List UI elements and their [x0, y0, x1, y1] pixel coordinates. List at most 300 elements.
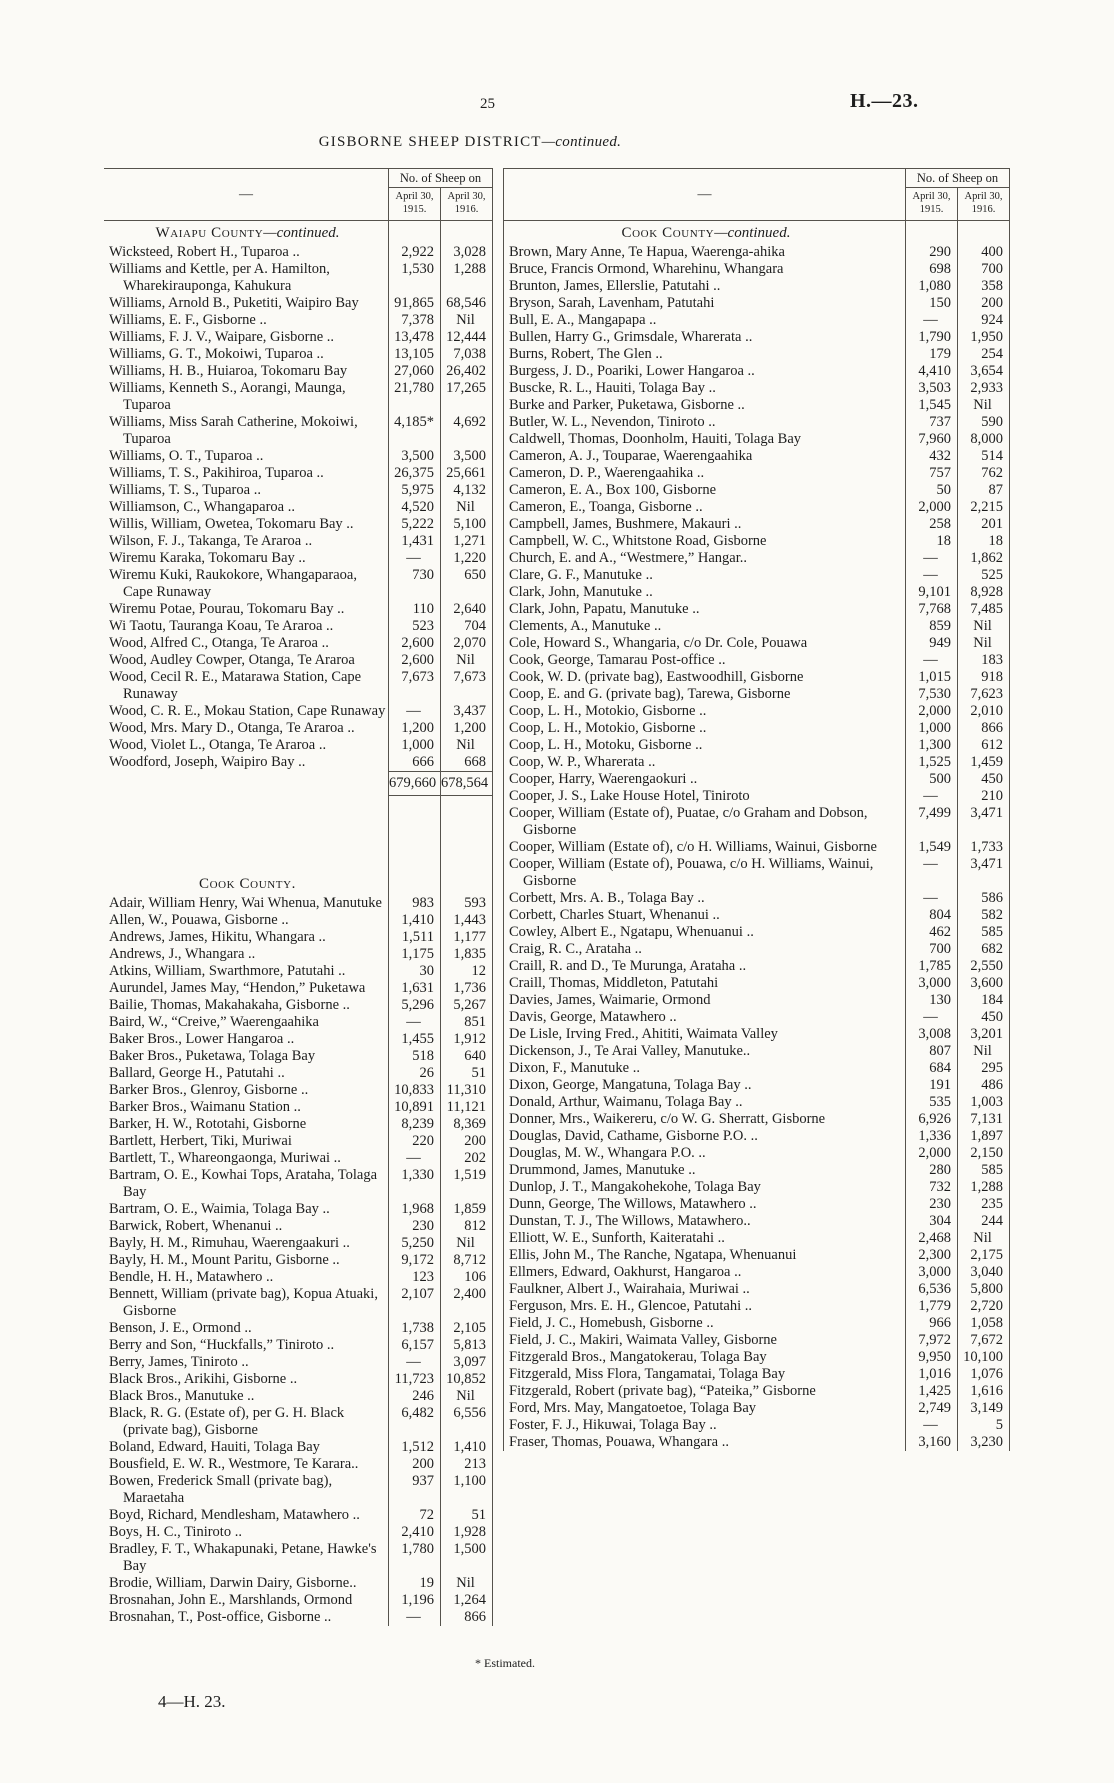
sheep-count-1916: 7,623: [958, 686, 1010, 703]
owner-name: Buscke, R. L., Hauiti, Tolaga Bay ..: [509, 380, 716, 397]
section-heading-row: [104, 221, 493, 245]
sheep-count-1916: 8,712: [441, 1252, 493, 1269]
owner-column-header: —: [504, 169, 906, 221]
sheep-count-1916: 1,177: [441, 929, 493, 946]
sheep-count-1916: 12: [441, 963, 493, 980]
sheep-count-1916: 18: [958, 533, 1010, 550]
owner-name: Black Bros., Manutuke ..: [109, 1388, 255, 1405]
sheep-count-1915: 220: [389, 1133, 441, 1150]
sheep-count-1916: 8,928: [958, 584, 1010, 601]
sheep-count-1915: 1,780: [389, 1541, 441, 1575]
owner-name: Cowley, Albert E., Ngatapu, Whenuanui ..: [509, 924, 754, 941]
sheep-count-1916: 3,471: [958, 805, 1010, 839]
sheep-count-1916: 866: [958, 720, 1010, 737]
sheep-count-1916: Nil: [441, 1388, 493, 1405]
table-row: [504, 414, 1010, 431]
owner-name: Faulkner, Albert J., Wairahaia, Muriwai ..: [509, 1281, 750, 1298]
sheep-count-1915: 5,250: [389, 1235, 441, 1252]
table-row: [104, 1592, 493, 1609]
sheep-count-1915: 1,000: [906, 720, 958, 737]
sheep-count-1916: 586: [958, 890, 1010, 907]
owner-name: De Lisle, Irving Fred., Ahititi, Waimata Valley: [509, 1026, 778, 1043]
table-row: [504, 1162, 1010, 1179]
table-row: [504, 261, 1010, 278]
table-row: [104, 1082, 493, 1099]
table-row: [504, 1179, 1010, 1196]
sheep-count-1916: 1,859: [441, 1201, 493, 1218]
printers-signature: 4—H. 23.: [158, 1692, 226, 1711]
owner-name: Bartlett, T., Whareongaonga, Muriwai ..: [109, 1150, 341, 1167]
sheep-count-1915: 6,926: [906, 1111, 958, 1128]
sheep-count-1916: 1,264: [441, 1592, 493, 1609]
sheep-count-1915: 7,960: [906, 431, 958, 448]
owner-name: Williams, Kenneth S., Aorangi, Maunga, Tuparoa: [109, 380, 346, 414]
owner-name: Donald, Arthur, Waimanu, Tolaga Bay ..: [509, 1094, 743, 1111]
owner-name: Cooper, William (Estate of), c/o H. Williams, Wainui, Gisborne: [509, 839, 877, 856]
table-row: [104, 1524, 493, 1541]
table-row: [104, 980, 493, 997]
sheep-count-1916: 12,444: [441, 329, 493, 346]
owner-name: Field, J. C., Makiri, Waimata Valley, Gisborne: [509, 1332, 777, 1349]
sheep-count-1916: 682: [958, 941, 1010, 958]
owner-name: Ellmers, Edward, Oakhurst, Hangaroa ..: [509, 1264, 742, 1281]
table-row: [104, 550, 493, 567]
table-row: [504, 1230, 1010, 1247]
sheep-count-1916: 1,733: [958, 839, 1010, 856]
sheep-count-1915: 1,015: [906, 669, 958, 686]
sheep-count-1916: 3,149: [958, 1400, 1010, 1417]
table-row: [504, 1434, 1010, 1451]
sheep-count-1916: 1,288: [441, 261, 493, 295]
sheep-count-1916: 450: [958, 771, 1010, 788]
sheep-count-1915: 949: [906, 635, 958, 652]
sheep-count-1916: 184: [958, 992, 1010, 1009]
sheep-count-1915: 72: [389, 1507, 441, 1524]
sheep-count-1916: 612: [958, 737, 1010, 754]
sheep-count-1915: 179: [906, 346, 958, 363]
sheep-count-1916: 640: [441, 1048, 493, 1065]
sheep-count-1916: 8,000: [958, 431, 1010, 448]
sheep-count-1916: 1,271: [441, 533, 493, 550]
sheep-count-1915: —: [906, 788, 958, 805]
owner-name: Wiremu Kuki, Raukokore, Whangaparaoa, Cape Runaway: [109, 567, 357, 601]
sheep-count-1915: 1,330: [389, 1167, 441, 1201]
table-row: [104, 720, 493, 737]
table-row: [104, 1133, 493, 1150]
table-row: [504, 516, 1010, 533]
owner-name: Williams, F. J. V., Waipare, Gisborne ..: [109, 329, 335, 346]
owner-name: Coop, L. H., Motokio, Gisborne ..: [509, 703, 707, 720]
owner-name: Williams and Kettle, per A. Hamilton, Wharekirauponga, Kahukura: [109, 261, 330, 295]
owner-name: Coop, L. H., Motoku, Gisborne ..: [509, 737, 703, 754]
sheep-count-1916: 3,500: [441, 448, 493, 465]
sheep-count-1915: —: [906, 550, 958, 567]
table-row: [504, 312, 1010, 329]
table-row: [104, 618, 493, 635]
table-row: [504, 941, 1010, 958]
sheep-count-1915: 3,008: [906, 1026, 958, 1043]
owner-name: Ballard, George H., Patutahi ..: [109, 1065, 285, 1082]
sheep-count-1916: 486: [958, 1077, 1010, 1094]
sheep-count-1915: 21,780: [389, 380, 441, 414]
table-row: [504, 448, 1010, 465]
table-row: [504, 788, 1010, 805]
sheep-count-1916: 1,862: [958, 550, 1010, 567]
sheep-count-1915: 130: [906, 992, 958, 1009]
table-row: [104, 363, 493, 380]
owner-name: Campbell, James, Bushmere, Makauri ..: [509, 516, 742, 533]
sheep-count-1916: 3,028: [441, 244, 493, 261]
owner-name: Wi Taotu, Tauranga Koau, Te Araroa ..: [109, 618, 334, 635]
table-row: [104, 1218, 493, 1235]
sheep-count-1915: 500: [906, 771, 958, 788]
section-heading-cell: [504, 221, 906, 245]
owner-name: Boyd, Richard, Mendlesham, Matawhero ..: [109, 1507, 360, 1524]
sheep-count-1916: 2,550: [958, 958, 1010, 975]
owner-name: Bayly, H. M., Mount Paritu, Gisborne ..: [109, 1252, 340, 1269]
table-row: [504, 1196, 1010, 1213]
table-row: [504, 567, 1010, 584]
table-row: [504, 1298, 1010, 1315]
section-gap: [104, 796, 493, 873]
sheep-count-1916: 582: [958, 907, 1010, 924]
sheep-count-1915: 5,975: [389, 482, 441, 499]
owner-name: Brosnahan, John E., Marshlands, Ormond: [109, 1592, 353, 1609]
owner-name: Bartram, O. E., Waimia, Tolaga Bay ..: [109, 1201, 330, 1218]
sheep-count-1915: 150: [906, 295, 958, 312]
table-row: [104, 703, 493, 720]
table-row: [104, 1116, 493, 1133]
owner-name: Brodie, William, Darwin Dairy, Gisborne..: [109, 1575, 357, 1592]
section-heading: Cook County—continued.: [621, 225, 791, 242]
sheep-count-1915: 9,101: [906, 584, 958, 601]
owner-name: Brosnahan, T., Post-office, Gisborne ..: [109, 1609, 332, 1626]
owner-name: Caldwell, Thomas, Doonholm, Hauiti, Tolaga Bay: [509, 431, 802, 448]
sheep-count-1915: 1,779: [906, 1298, 958, 1315]
owner-name: Donner, Mrs., Waikereru, c/o W. G. Sherratt, Gisborne: [509, 1111, 826, 1128]
sheep-count-1916: 254: [958, 346, 1010, 363]
sheep-count-1916: 4,692: [441, 414, 493, 448]
sheep-count-1915: 1,200: [389, 720, 441, 737]
sheep-count-1916: 1,076: [958, 1366, 1010, 1383]
tables-area: [104, 168, 1010, 1626]
owner-name: Clements, A., Manutuke ..: [509, 618, 662, 635]
sheep-count-1915: 4,410: [906, 363, 958, 380]
owner-name: Andrews, James, Hikitu, Whangara ..: [109, 929, 326, 946]
sheep-count-1915: 2,300: [906, 1247, 958, 1264]
table-row: [504, 992, 1010, 1009]
table-header: [504, 169, 1010, 221]
table-row: [504, 737, 1010, 754]
sheep-count-1916: Nil: [441, 652, 493, 669]
sheep-count-1916: Nil: [441, 1575, 493, 1592]
table-row: [504, 635, 1010, 652]
sheep-count-1916: 4,132: [441, 482, 493, 499]
owner-name: Bullen, Harry G., Grimsdale, Wharerata ..: [509, 329, 753, 346]
sheep-count-1916: 8,369: [441, 1116, 493, 1133]
owner-name: Barker, H. W., Rototahi, Gisborne: [109, 1116, 307, 1133]
sheep-count-1916: Nil: [441, 1235, 493, 1252]
owner-name: Cook, George, Tamarau Post-office ..: [509, 652, 726, 669]
owner-name: Williams, O. T., Tuparoa ..: [109, 448, 264, 465]
sheep-count-1916: 3,654: [958, 363, 1010, 380]
table-row: [504, 975, 1010, 992]
sheep-count-1915: 1,530: [389, 261, 441, 295]
sheep-count-1916: 2,400: [441, 1286, 493, 1320]
owner-name: Elliott, W. E., Sunforth, Kaiteratahi ..: [509, 1230, 725, 1247]
owner-name: Cook, W. D. (private bag), Eastwoodhill, Gisborne: [509, 669, 804, 686]
table-row: [504, 1417, 1010, 1434]
table-row: [504, 363, 1010, 380]
sheep-count-1916: 3,201: [958, 1026, 1010, 1043]
table-row: [104, 669, 493, 703]
owner-name: Cameron, A. J., Touparae, Waerengaahika: [509, 448, 753, 465]
empty-cell: [389, 221, 441, 245]
sheep-count-1916: 5,267: [441, 997, 493, 1014]
sheep-count-1915: 200: [389, 1456, 441, 1473]
owner-name: Davies, James, Waimarie, Ormond: [509, 992, 711, 1009]
owner-name: Williams, Miss Sarah Catherine, Mokoiwi, Tuparoa: [109, 414, 358, 448]
owner-name: Cameron, E. A., Box 100, Gisborne: [509, 482, 717, 499]
sheep-count-1915: 462: [906, 924, 958, 941]
table-row: [104, 329, 493, 346]
sheep-count-1915: 7,768: [906, 601, 958, 618]
sheep-count-1915: 757: [906, 465, 958, 482]
sheep-count-1916: 26,402: [441, 363, 493, 380]
owner-name: Fitzgerald Bros., Mangatokerau, Tolaga Bay: [509, 1349, 767, 1366]
table-row: [504, 1213, 1010, 1230]
table-row: [504, 1400, 1010, 1417]
owner-name: Wiremu Potae, Pourau, Tokomaru Bay ..: [109, 601, 345, 618]
sheep-count-1916: 1,220: [441, 550, 493, 567]
owner-name: Bendle, H. H., Matawhero ..: [109, 1269, 274, 1286]
table-row: [504, 669, 1010, 686]
sheep-count-1915: 4,520: [389, 499, 441, 516]
sheep-count-1915: 732: [906, 1179, 958, 1196]
owner-name: Wilson, F. J., Takanga, Te Araroa ..: [109, 533, 313, 550]
gap-cell: [441, 796, 493, 873]
sheep-count-1915: 3,500: [389, 448, 441, 465]
owner-name: Andrews, J., Whangara ..: [109, 946, 256, 963]
sheep-count-1916: 400: [958, 244, 1010, 261]
owner-name: Baird, W., “Creive,” Waerengaahika: [109, 1014, 319, 1031]
sheep-count-1915: 807: [906, 1043, 958, 1060]
owner-name: Church, E. and A., “Westmere,” Hangar..: [509, 550, 748, 567]
gap-cell: [389, 796, 441, 873]
sheep-count-1915: —: [906, 890, 958, 907]
sheep-count-1915: 7,673: [389, 669, 441, 703]
table-row: [504, 771, 1010, 788]
sheep-count-1915: 1,431: [389, 533, 441, 550]
owner-name: Cameron, E., Toanga, Gisborne ..: [509, 499, 703, 516]
sheep-count-1915: 6,482: [389, 1405, 441, 1439]
sheep-count-1915: 18: [906, 533, 958, 550]
table-row: [104, 601, 493, 618]
sheep-count-1915: 6,157: [389, 1337, 441, 1354]
sheep-count-1916: Nil: [958, 1230, 1010, 1247]
owner-name: Cameron, D. P., Waerengaahika ..: [509, 465, 705, 482]
sheep-count-1916: 7,485: [958, 601, 1010, 618]
sheep-count-1915: 290: [906, 244, 958, 261]
section-heading-cell: [104, 872, 389, 895]
owner-name: Williams, Arnold B., Puketiti, Waipiro Bay: [109, 295, 359, 312]
sheep-count-1915: 9,950: [906, 1349, 958, 1366]
owner-name: Burns, Robert, The Glen ..: [509, 346, 663, 363]
owner-name: Bayly, H. M., Rimuhau, Waerengaakuri ..: [109, 1235, 350, 1252]
owner-name: Wood, C. R. E., Mokau Station, Cape Runaway: [109, 703, 386, 720]
table-row: [104, 244, 493, 261]
owner-name: Bryson, Sarah, Lavenham, Patutahi: [509, 295, 715, 312]
sheep-count-1915: 7,530: [906, 686, 958, 703]
sheep-count-1916: 7,131: [958, 1111, 1010, 1128]
sheep-count-1915: 110: [389, 601, 441, 618]
table-row: [504, 1145, 1010, 1162]
table-row: [104, 414, 493, 448]
sheep-count-1915: —: [906, 652, 958, 669]
sheep-count-1916: 1,736: [441, 980, 493, 997]
table-row: [504, 346, 1010, 363]
owner-name: Douglas, M. W., Whangara P.O. ..: [509, 1145, 706, 1162]
table-row: [104, 1065, 493, 1082]
owner-name: Dunstan, T. J., The Willows, Matawhero..: [509, 1213, 751, 1230]
empty-cell: [441, 872, 493, 895]
owner-name: Willis, William, Owetea, Tokomaru Bay ..: [109, 516, 354, 533]
table-row: [104, 1575, 493, 1592]
table-row: [104, 295, 493, 312]
table-row: [504, 890, 1010, 907]
owner-name: Craill, Thomas, Middleton, Patutahi: [509, 975, 719, 992]
page-number: 25: [480, 96, 495, 112]
table-row: [104, 1201, 493, 1218]
table-row: [104, 482, 493, 499]
sheep-count-1916: 2,070: [441, 635, 493, 652]
owner-name: Allen, W., Pouawa, Gisborne ..: [109, 912, 289, 929]
owner-name: Clare, G. F., Manutuke ..: [509, 567, 653, 584]
sheep-count-1916: 2,933: [958, 380, 1010, 397]
sheep-count-1915: 2,000: [906, 499, 958, 516]
sheep-count-1915: —: [389, 703, 441, 720]
sheep-count-1916: 51: [441, 1065, 493, 1082]
table-row: [504, 482, 1010, 499]
sheep-count-1916: 200: [441, 1133, 493, 1150]
owner-name: Bradley, F. T., Whakapunaki, Petane, Hawke's Bay: [109, 1541, 377, 1575]
sheep-count-1915: 1,549: [906, 839, 958, 856]
sheep-count-1916: 1,835: [441, 946, 493, 963]
owner-name: Woodford, Joseph, Waipiro Bay ..: [109, 754, 306, 771]
table-row: [104, 1337, 493, 1354]
sheep-count-1916: 202: [441, 1150, 493, 1167]
table-row: [504, 1009, 1010, 1026]
owner-name: Drummond, James, Manutuke ..: [509, 1162, 696, 1179]
table-row: [104, 946, 493, 963]
sheep-count-1916: 590: [958, 414, 1010, 431]
table-row: [504, 1281, 1010, 1298]
sheep-count-1915: 1,455: [389, 1031, 441, 1048]
owner-name: Foster, F. J., Hikuwai, Tolaga Bay ..: [509, 1417, 717, 1434]
sheep-count-1916: 235: [958, 1196, 1010, 1213]
sheep-count-1915: 27,060: [389, 363, 441, 380]
sheep-count-1915: —: [389, 1609, 441, 1626]
sheep-count-1915: 730: [389, 567, 441, 601]
table-row: [504, 465, 1010, 482]
page-title: [0, 134, 940, 151]
estimated-footnote: * Estimated.: [475, 1656, 535, 1670]
sheep-count-1915: 91,865: [389, 295, 441, 312]
table-row: [504, 1315, 1010, 1332]
sheep-count-1915: 2,000: [906, 1145, 958, 1162]
sheep-count-1916: 650: [441, 567, 493, 601]
sheep-count-1916: 866: [441, 1609, 493, 1626]
page-title-main: GISBORNE SHEEP DISTRICT: [318, 134, 542, 150]
owner-name: Berry and Son, “Huckfalls,” Tiniroto ..: [109, 1337, 335, 1354]
owner-name: Williamson, C., Whangaparoa ..: [109, 499, 295, 516]
owner-name: Clark, John, Manutuke ..: [509, 584, 653, 601]
col-header-1915: April 30, 1915.: [389, 188, 441, 221]
table-row: [504, 703, 1010, 720]
table-row: [104, 754, 493, 772]
page-title-continued: —continued.: [541, 134, 622, 150]
sheep-count-1916: 7,673: [441, 669, 493, 703]
sheep-count-1915: 1,000: [389, 737, 441, 754]
table-row: [504, 244, 1010, 261]
sheep-on-header: No. of Sheep on: [906, 169, 1010, 188]
sheep-count-1915: 1,175: [389, 946, 441, 963]
sheep-count-1916: 762: [958, 465, 1010, 482]
owner-name: Bartram, O. E., Kowhai Tops, Arataha, Tolaga Bay: [109, 1167, 378, 1201]
sheep-count-1916: 7,672: [958, 1332, 1010, 1349]
table-row: [104, 635, 493, 652]
owner-name: Bailie, Thomas, Makahakaha, Gisborne ..: [109, 997, 350, 1014]
sheep-count-1915: 5,222: [389, 516, 441, 533]
sheep-count-1916: 1,459: [958, 754, 1010, 771]
table-row: [104, 1388, 493, 1405]
table-header: [104, 169, 493, 221]
sheep-count-1915: —: [906, 312, 958, 329]
table-row: [504, 754, 1010, 771]
sheep-count-1916: 585: [958, 1162, 1010, 1179]
table-row: [104, 652, 493, 669]
sheep-count-1915: 2,749: [906, 1400, 958, 1417]
sheep-count-1915: 26: [389, 1065, 441, 1082]
owner-name: Baker Bros., Lower Hangaroa ..: [109, 1031, 295, 1048]
sheep-count-1915: —: [389, 1354, 441, 1371]
section-heading-row: [104, 872, 493, 895]
sheep-count-1915: 4,185*: [389, 414, 441, 448]
sheep-count-1915: 3,160: [906, 1434, 958, 1451]
sheep-count-1916: 201: [958, 516, 1010, 533]
owner-name: Wood, Alfred C., Otanga, Te Araroa ..: [109, 635, 329, 652]
table-row: [104, 1354, 493, 1371]
sheep-count-1915: 859: [906, 618, 958, 635]
table-row: [104, 1405, 493, 1439]
table-row: [504, 380, 1010, 397]
owner-name: Bruce, Francis Ormond, Wharehinu, Whangara: [509, 261, 784, 278]
section-heading: Waiapu County—continued.: [155, 225, 340, 242]
owner-name: Cooper, J. S., Lake House Hotel, Tiniroto: [509, 788, 750, 805]
owner-name: Wicksteed, Robert H., Tuparoa ..: [109, 244, 300, 261]
sheep-count-1916: Nil: [958, 397, 1010, 414]
owner-name: Davis, George, Matawhero ..: [509, 1009, 677, 1026]
sheep-count-1915: 966: [906, 1315, 958, 1332]
sheep-count-1916: 7,038: [441, 346, 493, 363]
table-row: [104, 895, 493, 912]
empty-cell: [389, 872, 441, 895]
owner-name: Black Bros., Arikihi, Gisborne ..: [109, 1371, 298, 1388]
table-row: [104, 380, 493, 414]
sheep-count-1915: 937: [389, 1473, 441, 1507]
sheep-count-1915: 10,833: [389, 1082, 441, 1099]
owner-name: Dunn, George, The Willows, Matawhero ..: [509, 1196, 757, 1213]
